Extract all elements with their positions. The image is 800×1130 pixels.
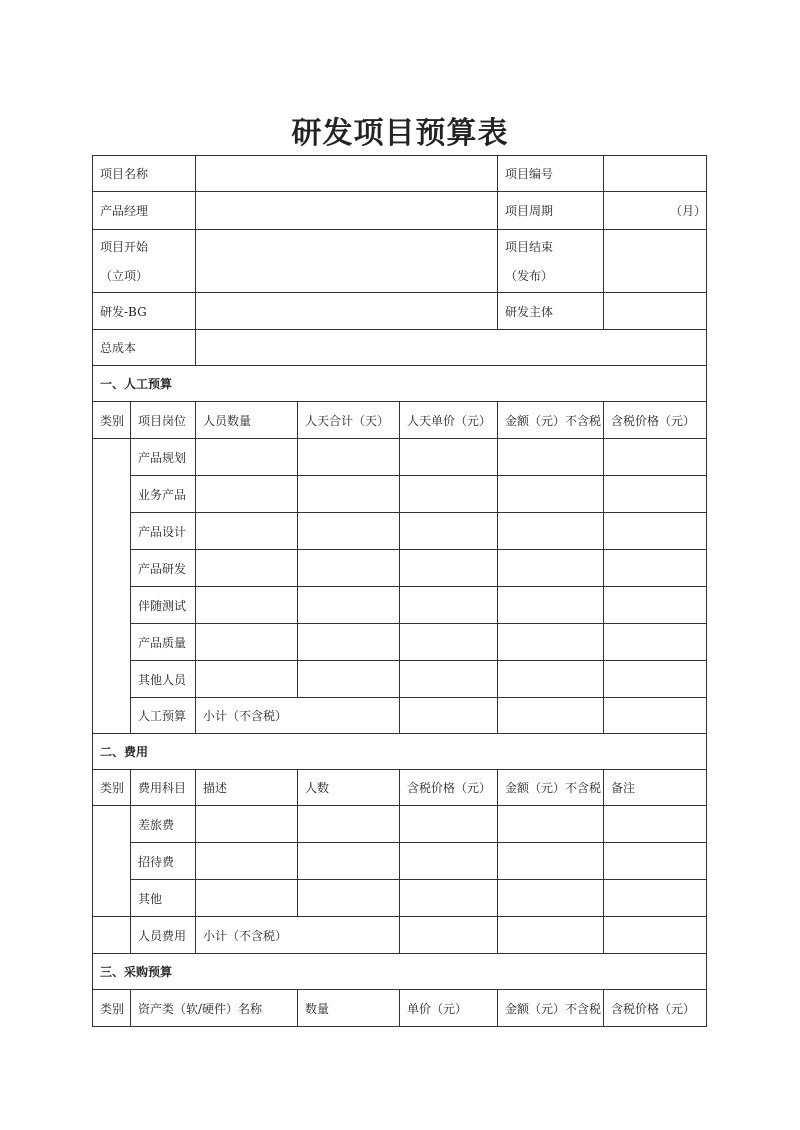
- input-cell[interactable]: [498, 661, 604, 698]
- input-cell[interactable]: [498, 917, 604, 954]
- column-header: 金额（元）不含税: [498, 402, 604, 439]
- expense-item-label: 招待费: [131, 843, 196, 880]
- input-cell[interactable]: [604, 550, 707, 587]
- project-start-label: [93, 230, 196, 293]
- input-cell[interactable]: [400, 550, 498, 587]
- role-label: 产品质量: [131, 624, 196, 661]
- input-cell[interactable]: [196, 843, 298, 880]
- rd-entity-field[interactable]: [604, 293, 707, 330]
- input-cell[interactable]: [604, 917, 707, 954]
- input-cell[interactable]: [196, 550, 298, 587]
- project-end-line2: （发布）: [505, 268, 554, 283]
- labor-subtotal-label: 人工预算: [131, 698, 196, 734]
- input-cell[interactable]: [196, 476, 298, 513]
- project-end-line1: 项目结束: [505, 239, 554, 254]
- expense-row: [93, 843, 707, 880]
- input-cell[interactable]: [400, 698, 498, 734]
- labor-header-row: [93, 402, 707, 439]
- input-cell[interactable]: [196, 624, 298, 661]
- input-cell[interactable]: [196, 439, 298, 476]
- purchase-section-row: [93, 954, 707, 990]
- project-no-label: 项目编号: [498, 156, 604, 192]
- column-header: 描述: [196, 770, 298, 806]
- project-start-line1: 项目开始: [100, 239, 149, 254]
- role-label: 产品规划: [131, 439, 196, 476]
- expense-header-row: [93, 770, 707, 806]
- input-cell[interactable]: [298, 439, 400, 476]
- column-header: 含税价格（元）: [604, 402, 707, 439]
- info-row-1: [93, 156, 707, 192]
- column-header: 金额（元）不含税: [498, 770, 604, 806]
- rd-bg-field[interactable]: [196, 293, 498, 330]
- column-header: 资产类（软/硬件）名称: [131, 990, 298, 1027]
- column-header: 人天单价（元）: [400, 402, 498, 439]
- column-header: 数量: [298, 990, 400, 1027]
- input-cell[interactable]: [298, 624, 400, 661]
- expense-category-cell[interactable]: [93, 806, 131, 917]
- project-no-field[interactable]: [604, 156, 707, 192]
- input-cell[interactable]: [498, 513, 604, 550]
- rd-entity-label: 研发主体: [498, 293, 604, 330]
- input-cell[interactable]: [604, 513, 707, 550]
- input-cell[interactable]: [196, 806, 298, 843]
- input-cell[interactable]: [196, 880, 298, 917]
- input-cell[interactable]: [498, 806, 604, 843]
- input-cell[interactable]: [498, 439, 604, 476]
- column-header: 人天合计（天）: [298, 402, 400, 439]
- input-cell[interactable]: [400, 587, 498, 624]
- project-name-field[interactable]: [196, 156, 498, 192]
- input-cell[interactable]: [400, 806, 498, 843]
- role-label: 伴随测试: [131, 587, 196, 624]
- labor-section-title: 一、人工预算: [93, 366, 707, 402]
- input-cell[interactable]: [604, 439, 707, 476]
- expense-section-row: [93, 734, 707, 770]
- input-cell[interactable]: [400, 624, 498, 661]
- input-cell[interactable]: [604, 661, 707, 698]
- labor-row: [93, 550, 707, 587]
- project-period-label: 项目周期: [498, 192, 604, 230]
- input-cell[interactable]: [298, 806, 400, 843]
- total-cost-field[interactable]: [196, 330, 707, 366]
- input-cell[interactable]: [604, 624, 707, 661]
- role-label: 业务产品: [131, 476, 196, 513]
- role-label: 产品研发: [131, 550, 196, 587]
- expense-item-label: 差旅费: [131, 806, 196, 843]
- expense-item-label: 其他: [131, 880, 196, 917]
- input-cell[interactable]: [298, 587, 400, 624]
- labor-row: [93, 439, 707, 476]
- project-period-field[interactable]: （月）: [604, 192, 707, 230]
- labor-row: [93, 661, 707, 698]
- budget-table: [92, 155, 707, 1027]
- project-name-label: 项目名称: [93, 156, 196, 192]
- input-cell[interactable]: [400, 880, 498, 917]
- input-cell[interactable]: [400, 917, 498, 954]
- labor-row: [93, 624, 707, 661]
- column-header: 类别: [93, 990, 131, 1027]
- input-cell[interactable]: [498, 624, 604, 661]
- column-header: 费用科目: [131, 770, 196, 806]
- expense-subtotal-category[interactable]: [93, 917, 131, 954]
- info-row-4: [93, 293, 707, 330]
- product-manager-field[interactable]: [196, 192, 498, 230]
- info-row-5: [93, 330, 707, 366]
- input-cell[interactable]: [604, 806, 707, 843]
- input-cell[interactable]: [604, 698, 707, 734]
- input-cell[interactable]: [298, 513, 400, 550]
- input-cell[interactable]: [604, 476, 707, 513]
- input-cell[interactable]: [498, 698, 604, 734]
- column-header: 含税价格（元）: [400, 770, 498, 806]
- expense-subtotal-label: 人员费用: [131, 917, 196, 954]
- column-header: 项目岗位: [131, 402, 196, 439]
- input-cell[interactable]: [498, 843, 604, 880]
- purchase-header-row: [93, 990, 707, 1027]
- input-cell[interactable]: [604, 843, 707, 880]
- column-header: 金额（元）不含税: [498, 990, 604, 1027]
- project-end-label: [498, 230, 604, 293]
- input-cell[interactable]: [298, 550, 400, 587]
- input-cell[interactable]: [400, 843, 498, 880]
- purchase-section-title: 三、采购预算: [93, 954, 707, 990]
- labor-category-cell[interactable]: [93, 439, 131, 734]
- input-cell[interactable]: [196, 513, 298, 550]
- input-cell[interactable]: [400, 661, 498, 698]
- labor-section-row: [93, 366, 707, 402]
- page-title: 研发项目预算表: [291, 116, 509, 151]
- labor-subtotal-row: [93, 698, 707, 734]
- total-cost-label: 总成本: [93, 330, 196, 366]
- info-row-2: [93, 192, 707, 230]
- column-header: 类别: [93, 770, 131, 806]
- input-cell[interactable]: [298, 880, 400, 917]
- expense-subtotal-text: 小计（不含税）: [196, 917, 400, 954]
- column-header: 单价（元）: [400, 990, 498, 1027]
- rd-bg-label: 研发-BG: [93, 293, 196, 330]
- role-label: 其他人员: [131, 661, 196, 698]
- input-cell[interactable]: [196, 661, 298, 698]
- role-label: 产品设计: [131, 513, 196, 550]
- input-cell[interactable]: [298, 661, 400, 698]
- column-header: 含税价格（元）: [604, 990, 707, 1027]
- column-header: 人数: [298, 770, 400, 806]
- input-cell[interactable]: [498, 550, 604, 587]
- input-cell[interactable]: [498, 476, 604, 513]
- column-header: 类别: [93, 402, 131, 439]
- input-cell[interactable]: [298, 476, 400, 513]
- project-start-line2: （立项）: [100, 268, 149, 283]
- labor-subtotal-text: 小计（不含税）: [196, 698, 400, 734]
- info-row-3: [93, 230, 707, 293]
- project-end-field[interactable]: [604, 230, 707, 293]
- input-cell[interactable]: [498, 880, 604, 917]
- input-cell[interactable]: [400, 513, 498, 550]
- labor-row: [93, 513, 707, 550]
- input-cell[interactable]: [400, 476, 498, 513]
- expense-row: [93, 880, 707, 917]
- expense-subtotal-row: [93, 917, 707, 954]
- input-cell[interactable]: [298, 843, 400, 880]
- labor-row: [93, 476, 707, 513]
- column-header: 备注: [604, 770, 707, 806]
- column-header: 人员数量: [196, 402, 298, 439]
- labor-row: [93, 587, 707, 624]
- input-cell[interactable]: [498, 587, 604, 624]
- input-cell[interactable]: [604, 587, 707, 624]
- expense-row: [93, 806, 707, 843]
- input-cell[interactable]: [604, 880, 707, 917]
- input-cell[interactable]: [196, 587, 298, 624]
- product-manager-label: 产品经理: [93, 192, 196, 230]
- input-cell[interactable]: [400, 439, 498, 476]
- expense-section-title: 二、费用: [93, 734, 707, 770]
- project-start-field[interactable]: [196, 230, 498, 293]
